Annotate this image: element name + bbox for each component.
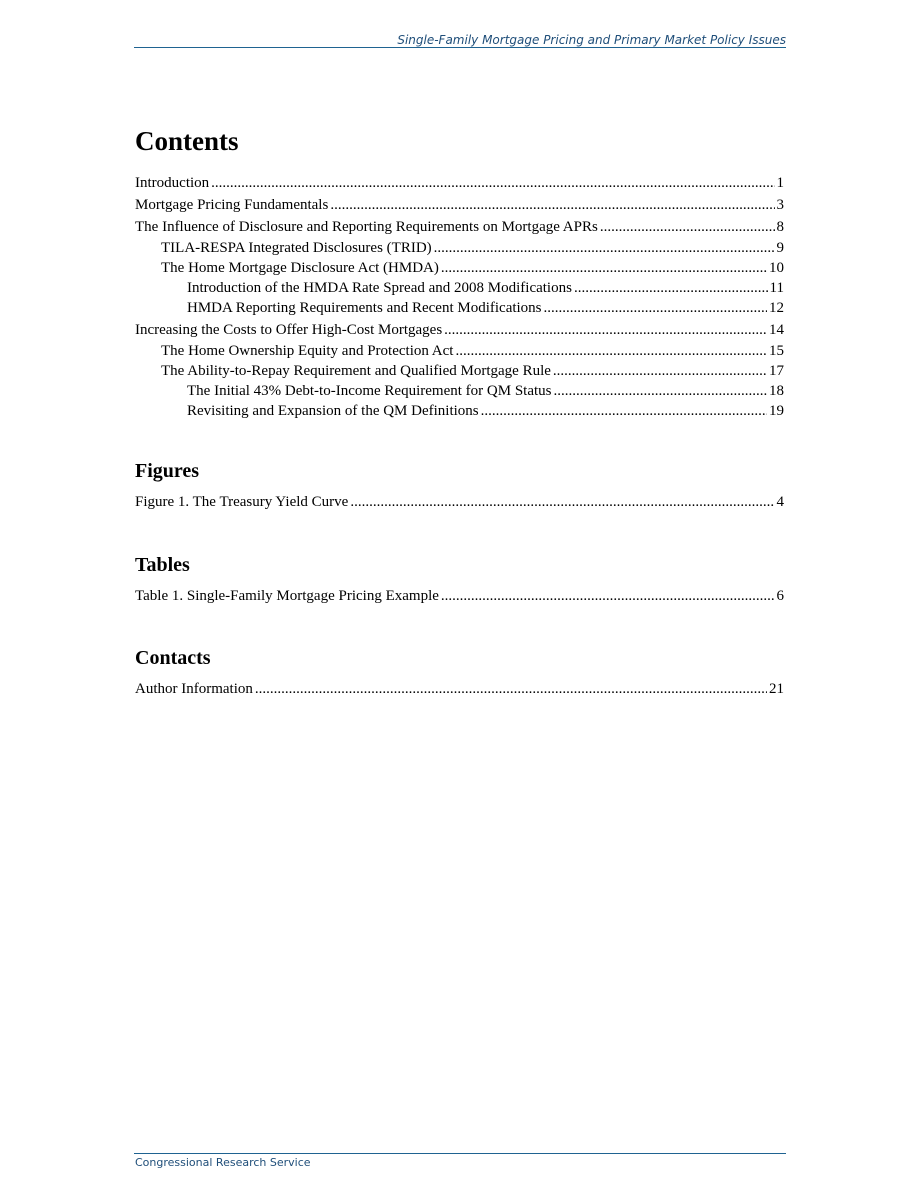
toc-leader-dots (553, 362, 767, 380)
toc-entry-table-1[interactable] (135, 587, 784, 605)
toc-entry-hoepa[interactable] (135, 342, 784, 360)
toc-entry-title: Introduction of the HMDA Rate Spread and 2008 Modifications (187, 280, 572, 296)
toc-entry-qm-definitions[interactable] (135, 402, 784, 420)
toc-entry-title: Mortgage Pricing Fundamentals (135, 197, 329, 213)
header-rule (134, 47, 786, 48)
contacts-list (135, 680, 784, 698)
toc-entry-page: 15 (769, 343, 784, 359)
toc-leader-dots (481, 402, 767, 420)
running-header: Single-Family Mortgage Pricing and Primary Market Policy Issues (397, 33, 786, 47)
toc-entry-high-cost-mortgages[interactable] (135, 321, 784, 339)
toc-entry-page: 17 (769, 363, 784, 379)
toc-entry-hmda-rate-spread[interactable] (135, 279, 784, 297)
toc-entry-page: 4 (776, 494, 784, 510)
toc-entry-page: 8 (776, 219, 784, 235)
figures-heading: Figures (135, 460, 200, 482)
toc-entry-page: 18 (769, 383, 784, 399)
toc-entry-title: HMDA Reporting Requirements and Recent Modifications (187, 300, 542, 316)
toc-leader-dots (255, 680, 767, 698)
toc-leader-dots (441, 587, 775, 605)
running-footer: Congressional Research Service (135, 1156, 311, 1169)
toc-entry-page: 21 (769, 681, 784, 697)
contents-heading: Contents (135, 126, 239, 156)
toc-leader-dots (330, 196, 774, 214)
toc-entry-author-information[interactable] (135, 680, 784, 698)
toc-entry-page: 12 (769, 300, 784, 316)
toc-leader-dots (211, 174, 774, 192)
toc-leader-dots (350, 493, 774, 511)
toc-entry-page: 9 (776, 240, 784, 256)
toc-entry-figure-1[interactable] (135, 493, 784, 511)
toc-entry-43-percent-dti[interactable] (135, 382, 784, 400)
toc-entry-introduction[interactable] (135, 174, 784, 192)
toc-entry-hmda-reporting[interactable] (135, 299, 784, 317)
tables-list (135, 587, 784, 605)
toc-entry-page: 6 (776, 588, 784, 604)
toc-entry-page: 19 (769, 403, 784, 419)
figures-list (135, 493, 784, 511)
toc-leader-dots (574, 279, 768, 297)
toc-leader-dots (444, 321, 767, 339)
toc-leader-dots (441, 259, 767, 277)
toc-entry-title: TILA-RESPA Integrated Disclosures (TRID) (161, 240, 432, 256)
toc-entry-title: The Ability-to-Repay Requirement and Qualified Mortgage Rule (161, 363, 551, 379)
toc-leader-dots (600, 218, 775, 236)
toc-entry-page: 1 (776, 175, 784, 191)
footer-rule (134, 1153, 786, 1154)
toc-leader-dots (544, 299, 767, 317)
contacts-heading: Contacts (135, 647, 211, 669)
toc-entry-title: Table 1. Single-Family Mortgage Pricing Example (135, 588, 439, 604)
toc-leader-dots (455, 342, 767, 360)
toc-entry-page: 11 (769, 280, 784, 296)
tables-heading: Tables (135, 554, 190, 576)
toc-entry-page: 3 (776, 197, 784, 213)
toc-entry-mortgage-pricing-fundamentals[interactable] (135, 196, 784, 214)
toc-entry-title: Increasing the Costs to Offer High-Cost Mortgages (135, 322, 443, 338)
toc-entry-title: The Initial 43% Debt-to-Income Requirement for QM Status (187, 383, 552, 399)
toc-entry-page: 14 (769, 322, 784, 338)
toc-entry-title: The Influence of Disclosure and Reporting Requirements on Mortgage APRs (135, 219, 598, 235)
toc-entry-title: The Home Mortgage Disclosure Act (HMDA) (161, 260, 439, 276)
toc-entry-title: Author Information (135, 681, 253, 697)
toc-entry-influence-of-disclosure[interactable] (135, 218, 784, 236)
toc-entry-page: 10 (769, 260, 784, 276)
toc-entry-ability-to-repay[interactable] (135, 362, 784, 380)
toc-entry-trid[interactable] (135, 239, 784, 257)
contents-list (135, 174, 784, 420)
toc-entry-title: Revisiting and Expansion of the QM Definitions (187, 403, 479, 419)
toc-entry-title: Introduction (135, 175, 210, 191)
toc-leader-dots (554, 382, 768, 400)
toc-entry-hmda[interactable] (135, 259, 784, 277)
toc-leader-dots (434, 239, 775, 257)
toc-entry-title: Figure 1. The Treasury Yield Curve (135, 494, 349, 510)
toc-entry-title: The Home Ownership Equity and Protection Act (161, 343, 454, 359)
